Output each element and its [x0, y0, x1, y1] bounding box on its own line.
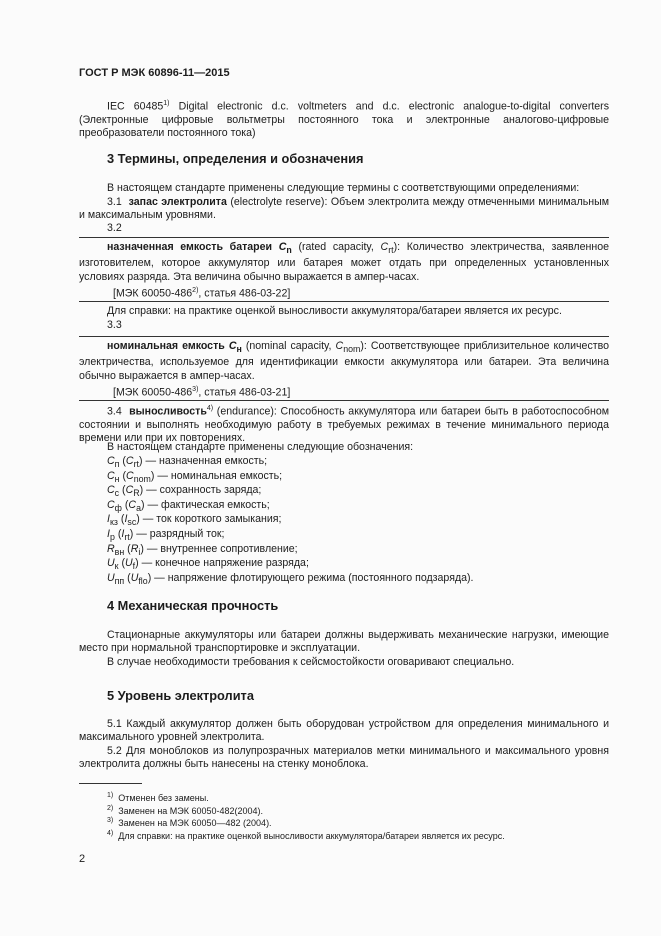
symbol-item: $C_п$ $(C_{rt})$ — назначенная емкость; [107, 455, 268, 470]
footnote-item: $^{3)}$ Заменен на МЭК 60050—482 (2004). [107, 817, 272, 828]
term-3-1: 3.1 запас электролита (electrolyte reserve): Объем электролита между отмеченными минимальным и максимальным уровнями. [79, 196, 610, 222]
footnote-item: $^{1)}$ Отменен без замены. [107, 792, 209, 803]
term-3-2-box [79, 237, 609, 302]
symbol-item: $C_н$ $(C_{nom})$ — номинальная емкость; [107, 469, 283, 484]
term-3-3-definition: номинальная емкость $C_н$ (nominal capacity, $C_{nom}$): Соответствующее приблизительное количество электричества, используемое для идентификации емкости аккумулятора или батареи. Эта величина обычно выражается в ампер-часах. [79, 340, 609, 382]
symbol-item: $I_p$ $(I_{rt})$ — разрядный ток; [107, 528, 225, 543]
symbol-item: $U_к$ $(U_f)$ — конечное напряжение разряда; [107, 557, 309, 572]
term-3-3-source: [МЭК 60050-486$^{3)}$, статья 486-03-21] [113, 385, 291, 399]
intro-reference: IEC 60485$^{1)}$ Digital electronic d.c. voltmeters and d.c. electronic analogue-to-digital converters (Электронные цифровые вольтметры постоянного тока и электронные аналогово-цифровые преобразователи постоянного тока) [79, 100, 610, 139]
section-5-para-2: 5.2 Для моноблоков из полупрозрачных материалов метки минимального и максимального уровня электролита должны быть нанесены на стенку моноблока. [79, 745, 609, 771]
page-number: 2 [79, 853, 86, 865]
footnote-item: $^{4)}$ Для справки: на практике оценкой выносливости аккумулятора/батареи является их ресурс. [107, 829, 505, 841]
term-3-3-number: 3.3 [107, 319, 122, 331]
note-endurance: Для справки: на практике оценкой выносливости аккумулятора/батареи является их ресурс. [107, 305, 562, 317]
section-4-para-1: Стационарные аккумуляторы или батареи должны выдерживать механические нагрузки, имеющие место при нормальной транспортировке и эксплуатации. [79, 629, 609, 655]
term-3-4: 3.4 выносливость$^{4)}$ (endurance): Способность аккумулятора или батареи быть в работоспособном состоянии и выполнять необходимую работу в требуемых режимах в течение минимального периода времени или при их повторениях. [79, 405, 609, 444]
running-header: ГОСТ Р МЭК 60896-11—2015 [79, 67, 230, 79]
symbol-item: $R_{вн}$ $(R_i)$ — внутреннее сопротивление; [107, 542, 298, 557]
symbol-item: $C_c$ $(C_R)$ — сохранность заряда; [107, 484, 262, 499]
footnote-item: $^{2)}$ Заменен на МЭК 60050-482(2004). [107, 804, 264, 816]
symbol-item: $I_{кз}$ $(I_{sc})$ — ток короткого замыкания; [107, 513, 282, 528]
section-3-title: 3 Термины, определения и обозначения [107, 151, 364, 166]
symbol-item: $C_ф$ $(C_a)$ — фактическая емкость; [107, 498, 270, 513]
term-3-2-source: [МЭК 60050-486$^{2)}$, статья 486-03-22] [113, 286, 291, 300]
symbols-lead: В настоящем стандарте применены следующие обозначения: [107, 441, 414, 453]
term-3-3-box [79, 336, 609, 401]
section-4-title: 4 Механическая прочность [107, 598, 279, 613]
section-3-lead: В настоящем стандарте применены следующие термины с соответствующими определениями: [107, 182, 580, 194]
section-5-title: 5 Уровень электролита [107, 688, 254, 703]
symbol-item: $U_{пп}$ $(U_{flo})$ — напряжение флотирующего режима (постоянного подзаряда). [107, 571, 474, 586]
term-3-2-definition: назначенная емкость батареи $C_n$ (rated capacity, $C_{rt}$): Количество электричества, заявленное изготовителем, которое аккумулятор или батарея может отдать при определенных установленных условиях разряда. Эта величина обычно выражается в ампер-часах. [79, 241, 609, 283]
term-3-2-number: 3.2 [107, 222, 122, 234]
section-4-para-2: В случае необходимости требования к сейсмостойкости оговаривают специально. [107, 656, 515, 668]
footnote-divider [79, 783, 142, 784]
section-5-para-1: 5.1 Каждый аккумулятор должен быть оборудован устройством для определения минимального и максимального уровней электролита. [79, 718, 609, 744]
